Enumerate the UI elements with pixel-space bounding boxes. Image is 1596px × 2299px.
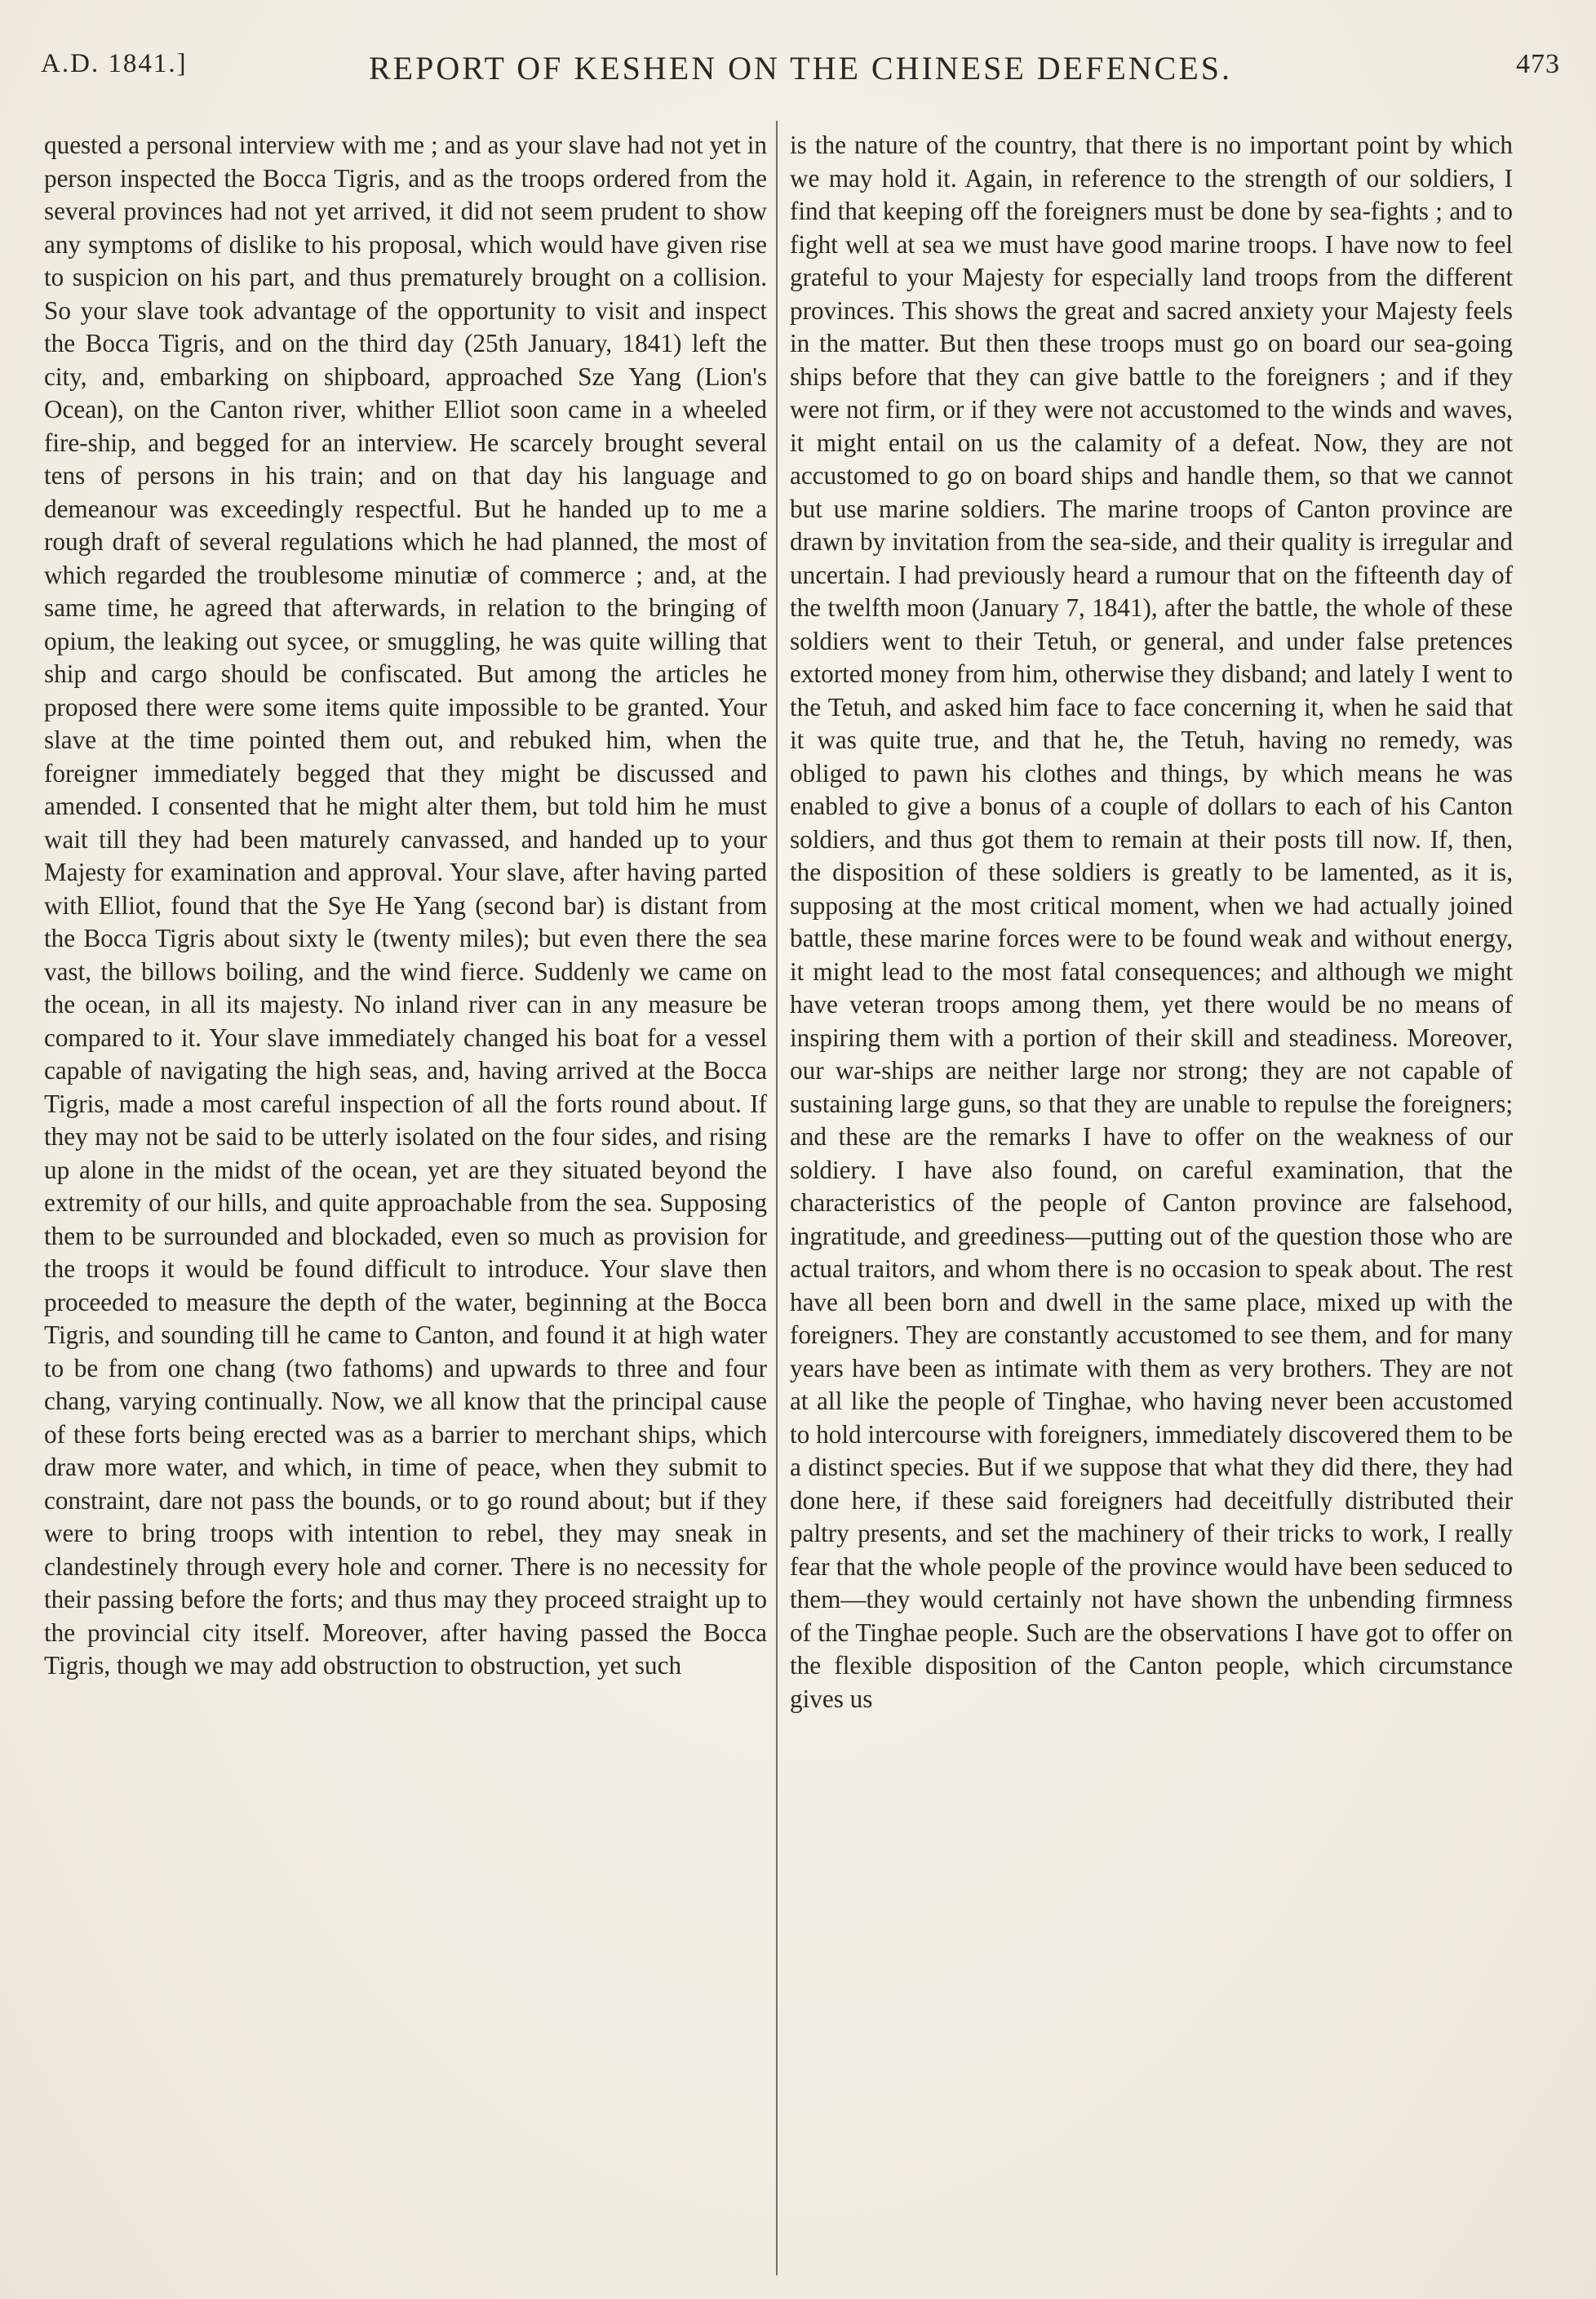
header-date: A.D. 1841.] bbox=[41, 49, 188, 78]
page-number: 473 bbox=[1516, 49, 1560, 79]
column-right-text: is the nature of the country, that there is no important point by which we may hold it. Again, in reference to the strength of our soldiers, I find that keeping off the foreigners must be done by sea-fights ; and to fight well at sea we must have good marine troops. I have now to feel grateful to your Majesty for especially land troops from the different provinces. This shows the great and sacred anxiety your Majesty feels in the matter. But then these troops must go on board our sea-going ships before that they can give battle to the foreigners ; and if they were not firm, or if they were not accustomed to the winds and waves, it might entail on us the calamity of a defeat. Now, they are not accustomed to go on board ships and handle them, so that we cannot but use marine soldiers. The marine troops of Canton province are drawn by invitation from the sea-side, and their quality is irregular and uncertain. I had previously heard a rumour that on the fifteenth day of the twelfth moon (January 7, 1841), after the battle, the whole of these soldiers went to their Tetuh, or general, and under false pretences extorted money from him, otherwise they disband; and lately I went to the Tetuh, and asked him face to face concerning it, when he said that it was quite true, and that he, the Tetuh, having no remedy, was obliged to pawn his clothes and things, by which means he was enabled to give a bonus of a couple of dollars to each of his Canton soldiers, and thus got them to remain at their posts till now. If, then, the disposition of these soldiers is greatly to be lamented, as it is, supposing at the most critical moment, when we had actually joined battle, these marine forces were to be found weak and without energy, it might lead to the most fatal consequences; and although we might have veteran troops among them, yet there would be no means of inspiring them with a portion of their skill and steadiness. Moreover, our war-ships are neither large nor strong; they are not capable of sustaining large guns, so that they are unable to repulse the foreigners; and these are the remarks I have to offer on the weakness of our soldiery. I have also found, on careful examination, that the characteristics of the people of Canton province are falsehood, ingratitude, and greediness—putting out of the question those who are actual traitors, and whom there is no occasion to speak about. The rest have all been born and dwell in the same place, mixed up with the foreigners. They are constantly accustomed to see them, and for many years have been as intimate with them as very brothers. They are not at all like the people of Tinghae, who having never been accustomed to hold intercourse with foreigners, immediately discovered them to be a distinct species. But if we suppose that what they did there, they had done here, if these said foreigners had deceitfully distributed their paltry presents, and set the machinery of their tricks to work, I really fear that the whole people of the province would have been seduced to them—they would certainly not have shown the unbending firmness of the Tinghae people. Such are the observations I have got to offer on the flexible disposition of the Canton people, which circumstance gives us bbox=[790, 131, 1513, 1713]
column-left-text: quested a personal interview with me ; and as your slave had not yet in person inspected the Bocca Tigris, and as the troops ordered from the several provinces had not yet arrived, it did not seem prudent to show any symptoms of dislike to his proposal, which would have given rise to suspicion on his part, and thus prematurely brought on a collision. So your slave took advantage of the opportunity to visit and inspect the Bocca Tigris, and on the third day (25th January, 1841) left the city, and, embarking on shipboard, approached Sze Yang (Lion's Ocean), on the Canton river, whither Elliot soon came in a wheeled fire-ship, and begged for an interview. He scarcely brought several tens of persons in his train; and on that day his language and demeanour was exceedingly respectful. But he handed up to me a rough draft of several regulations which he had planned, the most of which regarded the troublesome minutiæ of commerce ; and, at the same time, he agreed that afterwards, in relation to the bringing of opium, the leaking out sycee, or smuggling, he was quite willing that ship and cargo should be confiscated. But among the articles he proposed there were some items quite impossible to be granted. Your slave at the time pointed them out, and rebuked him, when the foreigner immediately begged that they might be discussed and amended. I consented that he might alter them, but told him he must wait till they had been maturely canvassed, and handed up to your Majesty for examination and approval. Your slave, after having parted with Elliot, found that the Sye He Yang (second bar) is distant from the Bocca Tigris about sixty le (twenty miles); but even there the sea vast, the billows boiling, and the wind fierce. Suddenly we came on the ocean, in all its majesty. No inland river can in any measure be compared to it. Your slave immediately changed his boat for a vessel capable of navigating the high seas, and, having arrived at the Bocca Tigris, made a most careful inspection of all the forts round about. If they may not be said to be utterly isolated on the four sides, and rising up alone in the midst of the ocean, yet are they situated beyond the extremity of our hills, and quite approachable from the sea. Supposing them to be surrounded and blockaded, even so much as provision for the troops it would be found difficult to introduce. Your slave then proceeded to measure the depth of the water, beginning at the Bocca Tigris, and sounding till he came to Canton, and found it at high water to be from one chang (two fathoms) and upwards to three and four chang, varying continually. Now, we all know that the principal cause of these forts being erected was as a barrier to merchant ships, which draw more water, and which, in time of peace, when they submit to constraint, dare not pass the bounds, or to go round about; but if they were to bring troops with intention to rebel, they may sneak in clandestinely through every hole and corner. There is no necessity for their passing before the forts; and thus may they proceed straight up to the provincial city itself. Moreover, after having passed the Bocca Tigris, though we may add obstruction to obstruction, yet such bbox=[44, 131, 767, 1680]
running-head bbox=[41, 49, 1560, 90]
column-divider bbox=[776, 121, 778, 2275]
text-column-right bbox=[790, 129, 1513, 2267]
text-column-left bbox=[44, 129, 767, 2267]
header-title: REPORT OF KESHEN ON THE CHINESE DEFENCES. bbox=[368, 50, 1233, 87]
